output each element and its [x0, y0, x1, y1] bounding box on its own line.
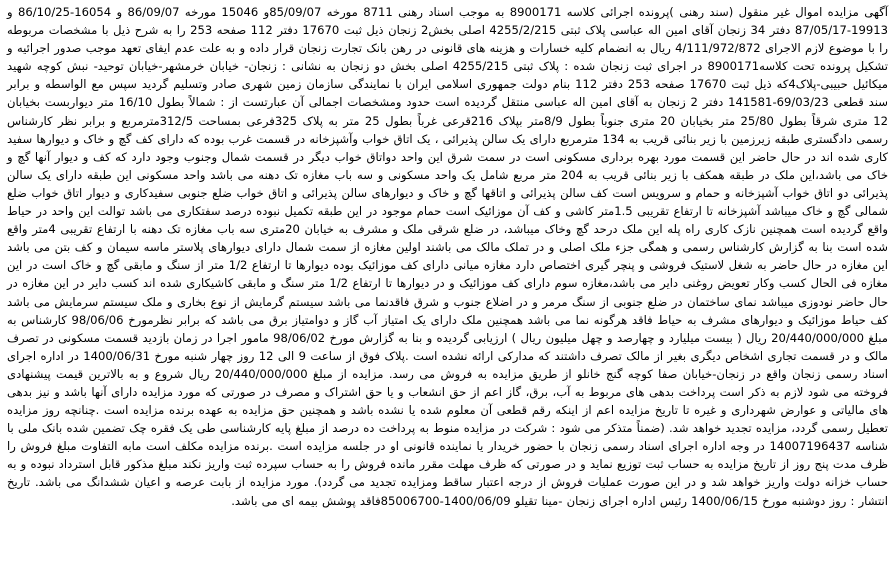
auction-notice-text: آگهی مزایده اموال غیر منقول (سند رهنی )پرونده اجرائی کلاسه 8900171 به موجب اسناد رهنی 8711 مورخه 85/09/07و 15046 مورخه 86/09/07 و 16054-86/10/25 و 19913-87/05/17 دفتر 34 زنجان آقای امین اله عباسی پلاک ثبتی 4255/2/215 اصلی بخش2 زنجان ذیل ثبت 17670 دفتر 112 صفحه 253 را به شرح ذیل با مشخصات مربوطه را با موضوع لازم الاجرای 4/111/972/872 ریال به انضمام کلیه خسارات و هزینه های قانونی در رهن بانک تجارت زنجان قرار داده و به علت عدم ایفای تعهد موجب صدور اجرائیه و تشکیل پرونده تحت کلاسه8900171 در اجرای ثبت زنجان شده : پلاک ثبتی 4255/215 اصلی بخش دو زنجان به نشانی : زنجان- خیابان خرمشهر-خیابان توحید- نبش کوچه شهید میکائیل حبیبی-پلاک4که ذیل ثبت 17670 صفحه 253 دفتر 112 بنام دولت جمهوری اسلامی ایران با نمایندگی سازمان زمین شهری صادر وتسلیم گردید سپس مع الواسطه و برابر سند قطعی 69/03/23-141581 دفتر 2 زنجان به آقای امین اله عباسی منتقل گردیده است حدود ومشخصات اجمالی آن عبارتست از : شمالاً بطول 16/10 متر دیواربست بخیابان 12 متری شرقاً بطول 25/80 متر بخیابان 20 متری جنوباً بطول 8/9متر بپلاک 216قرعی غرباً بطول 25 متر به پلاک 325فرعی بمساحت 312/5مترمربع و برابر نظر کارشناس رسمی دادگستری طبقه زیرزمین با زیر بنائی قریب به 134 مترمربع دارای یک سالن پذیرائی ، یک اتاق خواب وآشپزخانه در قسمت غرب بوده که دارای کف گچ و خاک و دیوارها سفید کاری شده اند در حال حاضر این قسمت مورد بهره برداری مسکونی است در سمت شرق این واحد دواتاق خواب دیگر در قسمت شمال وجنوب وجود دارد که کف و دیوار آنها گچ و خاک می باشد،این ملک در طبقه همکف با زیر بنائی قریب به 204 متر مربع شامل یک واحد مسکونی و سه باب مغازه تک دهنه می باشد واحد مسکونی این طبقه دارای یک سالن پذیرائی دو اتاق خواب آشپزخانه و حمام و سرویس است کف سالن پذیرائی و اتاقها گچ و خاک و دیوارهای سالن پذیرائی و اتاق خواب ضلع جنوبی سفیدکاری و دیوار اتاق خواب ضلع شمالی گچ و خاک میباشد آشپزخانه تا ارتفاع تقریبی 1.5متر کاشی و کف آن موزائیک است حمام موجود در این طبقه تکمیل نبوده درصد سفتکاری می باشد توالت این واحد در حیاط واقع گردیده است همچنین نازک کاری راه پله این ملک درحد گچ وخاک میباشد، در ضلع شرقی ملک و مشرف به خیابان 20متری سه باب مغازه تک دهنه با ارتفاع تقریبی 4متر واقع شده است بنا به گزارش کارشناس رسمی و همگی جزء ملک اصلی و در تملک مالک می باشند اولین مغازه از سمت شمال دارای دیوارهای پلاستر ماسه سیمان و کف بتن می باشد این مغازه در حال حاضر به شغل لاستیک فروشی و پنچر گیری اختصاص دارد مغازه میانی دارای کف موزائیک بوده دیوارها تا ارتفاع 1/2 متر از سنگ و مابقی گچ و خاک است در این مغازه فی الحال کسب وکار تعویض روغنی دایر می باشد،مغازه سوم دارای کف موزائیک و در دیوارها تا ارتفاع 1/2 متر سنگ و مابقی کاشیکاری شده اند کسب دایر در این مغازه در حال حاضر نودوزی میباشد نمای ساختمان در ضلع جنوبی از سنگ مرمر و در اضلاع جنوب و شرق فاقدنما می باشد سیستم گرمایش از نوع بخاری و ملک سیستم سرمایش می باشد کف حیاط موزائیک و دیوارهای مشرف به حیاط فاقد هرگونه نما می باشد همچنین ملک دارای یک امتیاز آب گاز و دوامتیاز برق می باشد که برابر نظرمورخ 98/06/06 کارشناس به مبلغ 20/440/000/000 ریال ( بیست میلیارد و چهارصد و چهل میلیون ریال ) ارزیابی گردیده و بنا به گزارش مورخ 98/06/02 مامور اجرا در زمان بازدید قسمت مسکونی در تصرف مالک و در قسمت تجاری اشخاص دیگری بغیر از مالک تصرف داشتند که مدارکی ارائه نشده است .پلاک فوق از ساعت 9 الی 12 روز چهار شنبه مورخ 1400/06/31 در اداره اجرای اسناد رسمی زنجان واقع در زنجان-خیابان صفا کوچه گنج خانلو از طریق مزایده به فروش می رسد. مزایده از مبلغ 20/440/000/000 ریال شروع و به بالاترین قیمت پیشنهادی فروخته می شود لازم به ذکر است پرداخت بدهی های مربوط به آب، برق، گاز اعم از حق انشعاب و یا حق اشتراک و مصرف در صورتی که مورد مزایده دارای آنها باشد و نیز بدهی های مالیاتی و عوارض شهرداری و غیره تا تاریخ مزایده اعم از اینکه رقم قطعی آن معلوم شده یا نشده باشد و همچنین حق مزایده به عهده برنده مزایده است .چنانچه روز مزایده تعطیل رسمی گردد، مزایده تجدید خواهد شد. (ضمناً متذکر می شود : شرکت در مزایده منوط به پرداخت ده درصد از مبلغ پایه کارشناسی طی یک فقره چک تضمین شده بانک ملی با شناسه 14007196437 در وجه اداره اجرای اسناد رسمی زنجان با حضور خریدار یا نماینده قانونی او در جلسه مزایده است .برنده مزایده مکلف است مابه التفاوت مبلغ فروش را ظرف مدت پنج روز از تاریخ مزایده به حساب ثبت توزیع نماید و در صورتی که ظرف مهلت مقرر مانده فروش را به حساب سپرده ثبت واریز نکند مبلغ مذکور قابل استرداد نبوده و به حساب خزانه دولت واریز خواهد شد و در این صورت عملیات فروش از درجه اعتبار ساقط ومزایده تجدید می گردد). مورد مزایده از بابت عرصه و اعیان ششدانگ می باشد. تاریخ انتشار : روز دوشنبه مورخ 1400/06/15 رئیس اداره اجرای زنجان -مینا تقیلو 1400/06/09-85006700فاقد پوشش بیمه ای می باشد.: [7, 5, 889, 508]
